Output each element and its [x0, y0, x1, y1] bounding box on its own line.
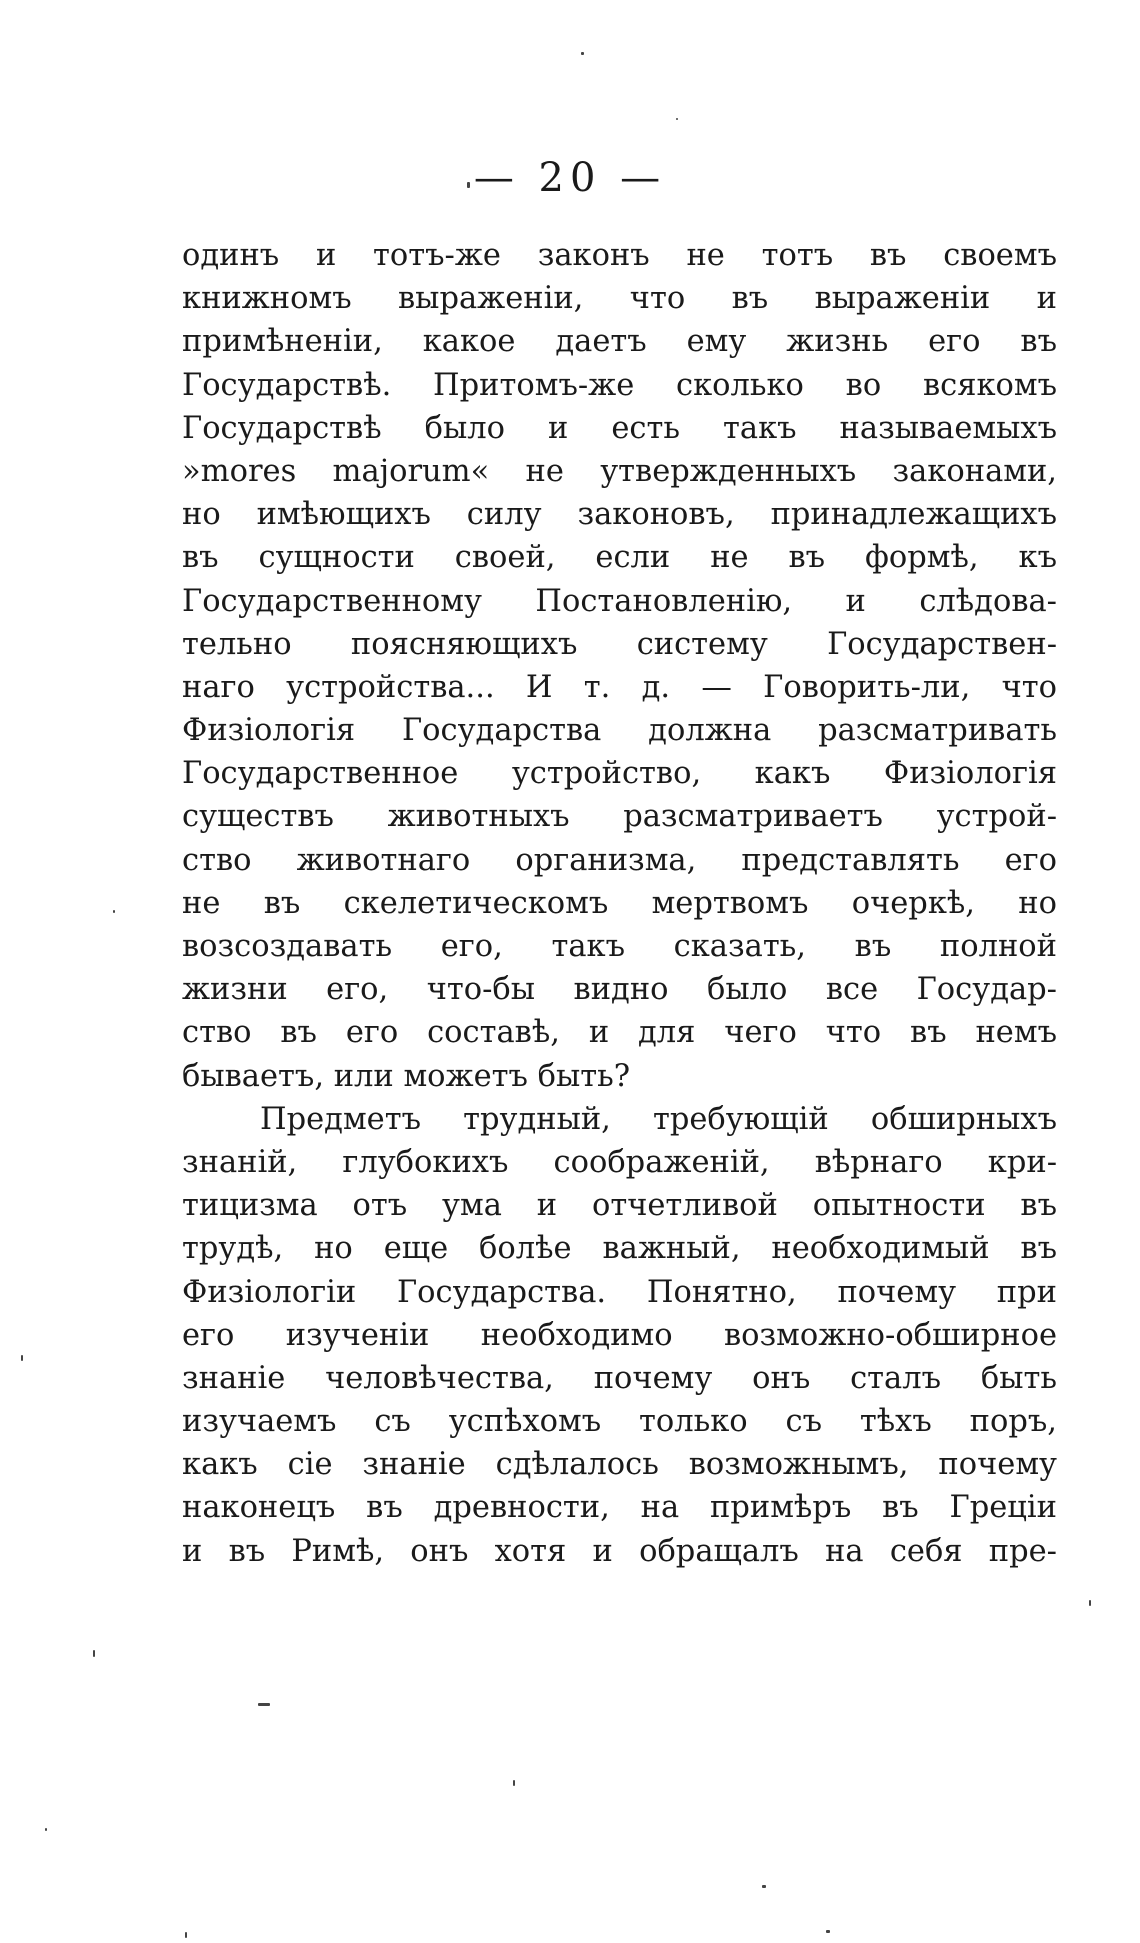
text-line: его изученіи необходимо возможно-обширное [182, 1317, 1057, 1353]
text-line: Государствѣ было и есть такъ называемыхъ [182, 410, 1057, 446]
text-line: примѣненіи, какое даетъ ему жизнь его въ [182, 324, 1057, 360]
body-text [182, 234, 1057, 1573]
paragraph-2 [182, 1098, 1057, 1573]
scan-speck [21, 1355, 23, 1361]
page-number: — 20 — [473, 155, 667, 201]
text-line: трудѣ, но еще болѣе важный, необходимый въ [182, 1231, 1057, 1267]
text-line: но имѣющихъ силу законовъ, принадлежащихъ [182, 497, 1057, 533]
text-line: книжномъ выраженіи, что въ выраженіи и [182, 281, 1057, 317]
text-line: жизни его, что-бы видно было все Государ- [182, 972, 1057, 1008]
scan-speck [1089, 1600, 1091, 1606]
scan-speck [93, 1650, 95, 1657]
scan-speck [113, 910, 115, 913]
text-line: »mores majorum« не утвержденныхъ законами, [182, 453, 1057, 489]
text-line: ство въ его составѣ, и для чего что въ немъ [182, 1015, 1057, 1051]
text-line: одинъ и тотъ-же законъ не тотъ въ своемъ [182, 238, 1057, 273]
text-line: изучаемъ съ успѣхомъ только съ тѣхъ поръ, [182, 1404, 1057, 1440]
scan-speck [45, 1828, 47, 1831]
text-line: Государственному Постановленію, и слѣдова- [182, 583, 1057, 619]
text-line: бываетъ, или можетъ быть? [182, 1058, 631, 1094]
text-line: Государственное устройство, какъ Физіологія [182, 756, 1057, 792]
scan-speck [467, 182, 470, 188]
text-line: наго устройства... И т. д. — Говорить-ли, что [182, 669, 1057, 705]
scan-speck [258, 1703, 270, 1706]
scan-speck [826, 1930, 830, 1933]
text-line: знаній, глубокихъ соображеній, вѣрнаго кри- [182, 1144, 1057, 1180]
text-line: возсоздавать его, такъ сказать, въ полной [182, 929, 1057, 964]
text-line: не въ скелетическомъ мертвомъ очеркѣ, но [182, 885, 1057, 921]
text-line: какъ сіе знаніе сдѣлалось возможнымъ, почему [182, 1447, 1057, 1483]
scan-speck [676, 118, 678, 120]
text-line: существъ животныхъ разсматриваетъ устрой- [182, 799, 1057, 835]
text-line: Физіологія Государства должна разсматривать [182, 713, 1057, 749]
scan-speck [762, 1885, 766, 1888]
text-line: наконецъ въ древности, на примѣръ въ Греціи [182, 1490, 1057, 1526]
text-line: Физіологіи Государства. Понятно, почему при [182, 1274, 1057, 1310]
paragraph-1 [182, 234, 1057, 1098]
text-line: въ сущности своей, если не въ формѣ, къ [182, 540, 1057, 576]
text-line: Предметъ трудный, требующій обширныхъ [260, 1101, 1057, 1137]
scan-speck [581, 52, 584, 55]
text-line: и въ Римѣ, онъ хотя и обращалъ на себя пре- [182, 1533, 1057, 1569]
text-line: знаніе человѣчества, почему онъ сталъ быть [182, 1360, 1057, 1396]
scan-speck [513, 1780, 515, 1786]
text-line: ство животнаго организма, представлять его [182, 842, 1057, 878]
text-line: тицизма отъ ума и отчетливой опытности въ [182, 1188, 1057, 1224]
text-line: тельно поясняющихъ систему Государствен- [182, 626, 1057, 662]
text-line: Государствѣ. Притомъ-же сколько во всякомъ [182, 367, 1057, 403]
scan-speck [185, 1932, 187, 1938]
